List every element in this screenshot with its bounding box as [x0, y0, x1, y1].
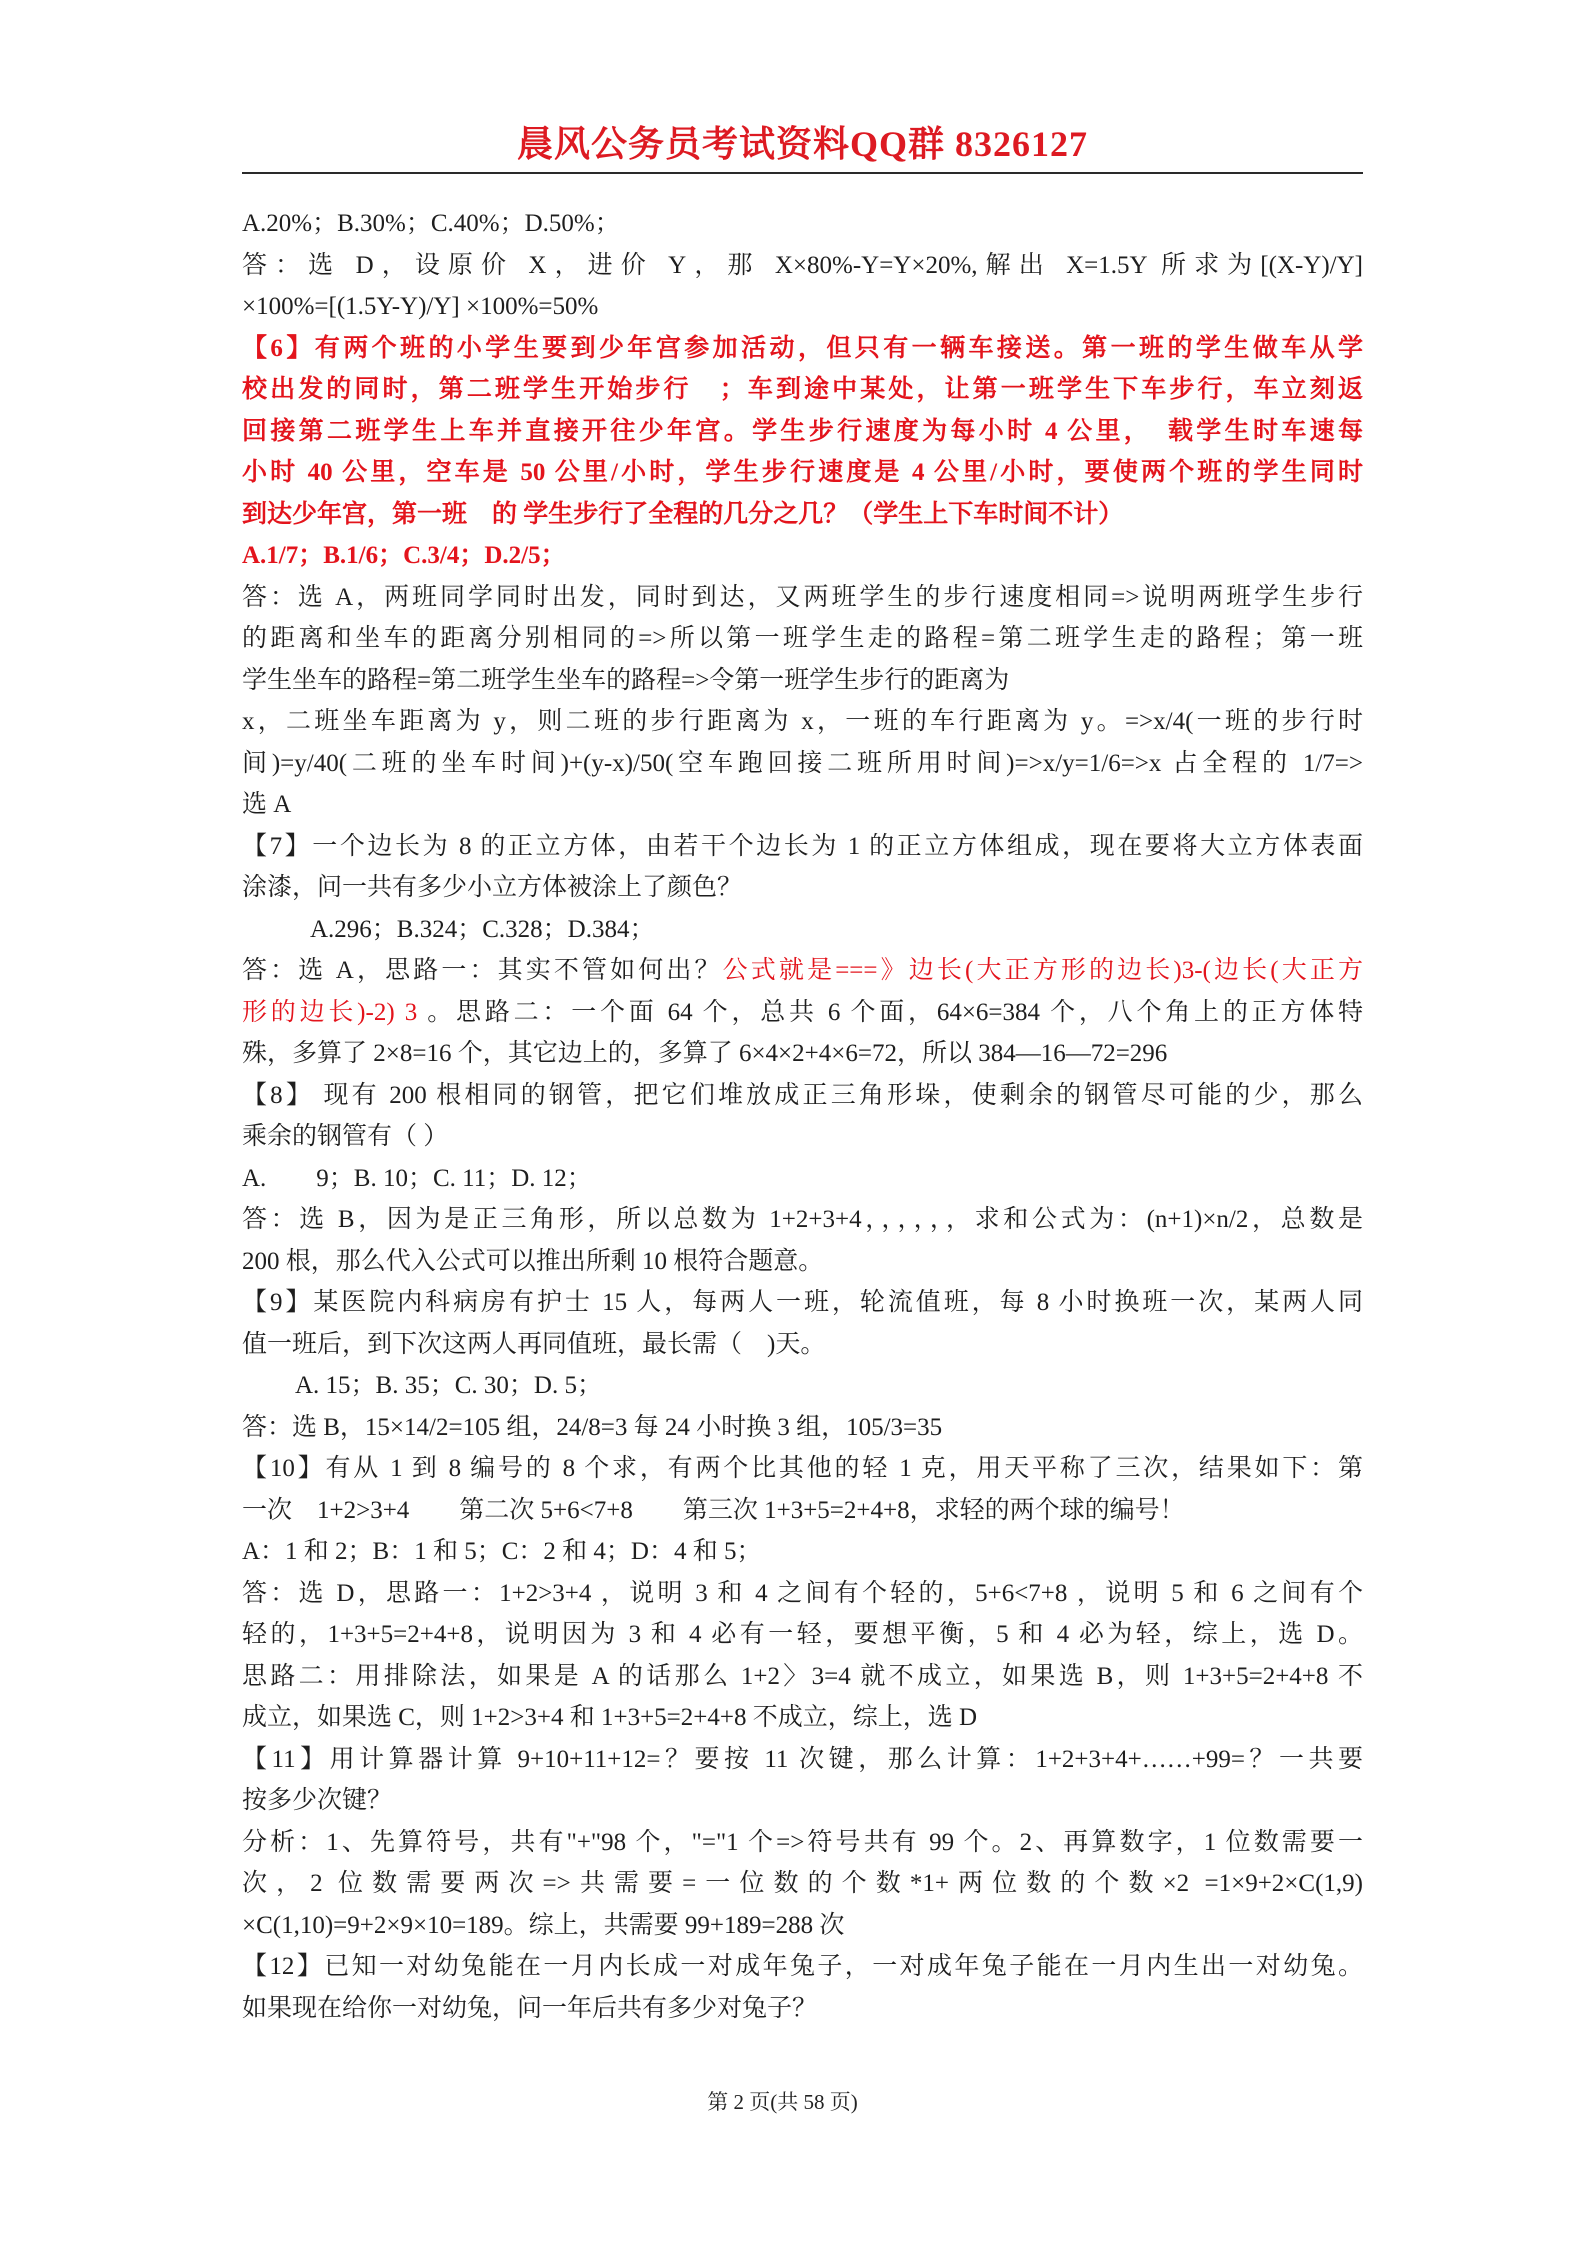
question-9-answer-line: 答：选 B，15×14/2=105 组，24/8=3 每 24 小时换 3 组，105/3=35	[242, 1413, 943, 1441]
question-6-stem-line: 小时 40 公里，空车是 50 公里/小时，学生步行速度是 4 公里/小时，要使两个班的学生同时	[242, 459, 1363, 486]
question-7-stem-line: 【7】一个边长为 8 的正立方体，由若干个边长为 1 的正立方体组成，现在要将大立方体表面	[242, 832, 1363, 860]
question-5-answer-line: ×100%=[(1.5Y-Y)/Y] ×100%=50%	[242, 293, 599, 320]
question-10-options: A：1 和 2；B：1 和 5；C：2 和 4；D：4 和 5；	[242, 1538, 762, 1565]
question-6-options: A.1/7；B.1/6；C.3/4；D.2/5；	[242, 542, 566, 569]
question-6-answer-line: 间)=y/40(二班的坐车时间)+(y-x)/50(空车跑回接二班所用时间)=>x/y=1/6=>x 占全程的 1/7=>	[242, 749, 1363, 777]
question-9-stem-line: 值一班后，到下次这两人再同值班，最长需（ )天。	[242, 1330, 826, 1358]
question-11-analysis-line: ×C(1,10)=9+2×9×10=189。综上，共需要 99+189=288 次	[242, 1911, 845, 1939]
question-10-answer-line: 思路二：用排除法，如果是 A 的话那么 1+2〉3=4 就不成立，如果选 B，则 1+3+5=2+4+8 不	[242, 1662, 1363, 1690]
question-6-answer-line: 的距离和坐车的距离分别相同的=>所以第一班学生走的路程=第二班学生走的路程；第一班	[242, 625, 1363, 652]
page-number-footer: 第 2 页(共 58 页)	[707, 2090, 858, 2114]
document-body	[242, 203, 1363, 2029]
question-6-stem-line: 【6】有两个班的小学生要到少年宫参加活动，但只有一辆车接送。第一班的学生做车从学	[242, 334, 1363, 362]
question-6-answer-line: 学生坐车的路程=第二班学生坐车的路程=>令第一班学生步行的距离为	[242, 666, 1010, 694]
question-6-answer-line: 答：选 A，两班同学同时出发，同时到达，又两班学生的步行速度相同=>说明两班学生步行	[242, 583, 1363, 611]
question-10-stem-line: 【10】有从 1 到 8 编号的 8 个求，有两个比其他的轻 1 克，用天平称了三次，结果如下：第	[242, 1455, 1363, 1482]
question-7-answer-line: 殊，多算了 2×8=16 个，其它边上的，多算了 6×4×2+4×6=72，所以 384—16—72=296	[242, 1040, 1168, 1067]
answer-text: 。思路二：一个面 64 个，总共 6 个面，64×6=384 个，八个角上的正方体特	[417, 998, 1363, 1026]
question-8-answer-line: 200 根，那么代入公式可以推出所剩 10 根符合题意。	[242, 1247, 824, 1275]
question-8-stem-line: 乘余的钢管有（ ）	[242, 1123, 449, 1150]
question-8-stem-line: 【8】 现有 200 根相同的钢管，把它们堆放成正三角形垛，使剩余的钢管尽可能的少，那么	[242, 1081, 1363, 1109]
question-7-options: A.296；B.324；C.328；D.384；	[310, 915, 655, 943]
question-5-answer-line: 答：选 D，设原价 X，进价 Y，那 X×80%-Y=Y×20%,解出 X=1.5Y 所求为[(X-Y)/Y]	[242, 251, 1363, 279]
question-8-answer-line: 答：选 B，因为是正三角形，所以总数为 1+2+3+4，，，，，，求和公式为：(n+1)×n/2，总数是	[242, 1206, 1363, 1233]
question-9-options: A. 15；B. 35；C. 30；D. 5；	[295, 1372, 602, 1399]
question-6-stem-line: 到达少年宫，第一班 的 学生步行了全程的几分之几？（学生上下车时间不计）	[242, 500, 1124, 528]
question-10-answer-line: 答：选 D，思路一：1+2>3+4 ，说明 3 和 4 之间有个轻的，5+6<7+8 ，说明 5 和 6 之间有个	[242, 1579, 1363, 1607]
formula-highlight-text: 公式就是===》边长(大正方形的边长)3-(边长(大正方	[722, 957, 1363, 984]
question-12-stem-line: 如果现在给你一对幼兔，问一年后共有多少对兔子？	[242, 1994, 818, 2022]
question-6-stem-line: 校出发的同时，第二班学生开始步行 ；车到途中某处，让第一班学生下车步行，车立刻返	[242, 376, 1363, 403]
header-rule	[242, 172, 1363, 174]
formula-highlight-text: 形的边长)-2) 3	[242, 998, 418, 1026]
question-6-answer-line: x，二班坐车距离为 y，则二班的步行距离为 x，一班的车行距离为 y。=>x/4(一班的步行时	[242, 708, 1363, 735]
question-12-stem-line: 【12】已知一对幼兔能在一月内长成一对成年兔子，一对成年兔子能在一月内生出一对幼兔。	[242, 1953, 1363, 1980]
question-7-stem-line: 涂漆，问一共有多少小立方体被涂上了颜色？	[242, 874, 743, 901]
question-11-analysis-line: 分析：1、先算符号，共有"+"98 个，"="1 个=>符号共有 99 个。2、再算数字，1 位数需要一	[242, 1828, 1363, 1856]
question-10-answer-line: 轻的，1+3+5=2+4+8，说明因为 3 和 4 必有一轻，要想平衡，5 和 4 必为轻，综上，选 D。	[242, 1621, 1363, 1648]
question-11-stem-line: 按多少次键？	[242, 1787, 393, 1814]
question-6-answer-line: 选 A	[242, 791, 292, 818]
question-7-answer-line	[242, 992, 1363, 1034]
question-7-answer-line	[242, 950, 1363, 992]
page-header-title: 晨风公务员考试资料QQ群 8326127	[516, 124, 1088, 164]
question-11-analysis-line: 次，2 位数需要两次=>共需要=一位数的个数*1+两位数的个数×2 =1×9+2×C(1,9)	[242, 1870, 1363, 1897]
question-11-stem-line: 【11】用计算器计算 9+10+11+12=？要按 11 次键，那么计算：1+2+3+4+……+99=？一共要	[242, 1745, 1363, 1773]
question-5-options: A.20%；B.30%；C.40%；D.50%；	[242, 210, 620, 237]
question-6-stem-line: 回接第二班学生上车并直接开往少年宫。学生步行速度为每小时 4 公里， 载学生时车速每	[242, 417, 1363, 445]
question-10-answer-line: 成立，如果选 C，则 1+2>3+4 和 1+3+5=2+4+8 不成立，综上，选 D	[242, 1704, 978, 1731]
question-8-options: A. 9；B. 10；C. 11；D. 12；	[242, 1164, 592, 1192]
answer-text: 答：选 A，思路一：其实不管如何出？	[242, 957, 723, 984]
question-9-stem-line: 【9】某医院内科病房有护士 15 人，每两人一班，轮流值班，每 8 小时换班一次，某两人同	[242, 1289, 1363, 1316]
question-10-stem-line: 一次 1+2>3+4 第二次 5+6<7+8 第三次 1+3+5=2+4+8，求轻的两个球的编号！	[242, 1496, 1185, 1524]
